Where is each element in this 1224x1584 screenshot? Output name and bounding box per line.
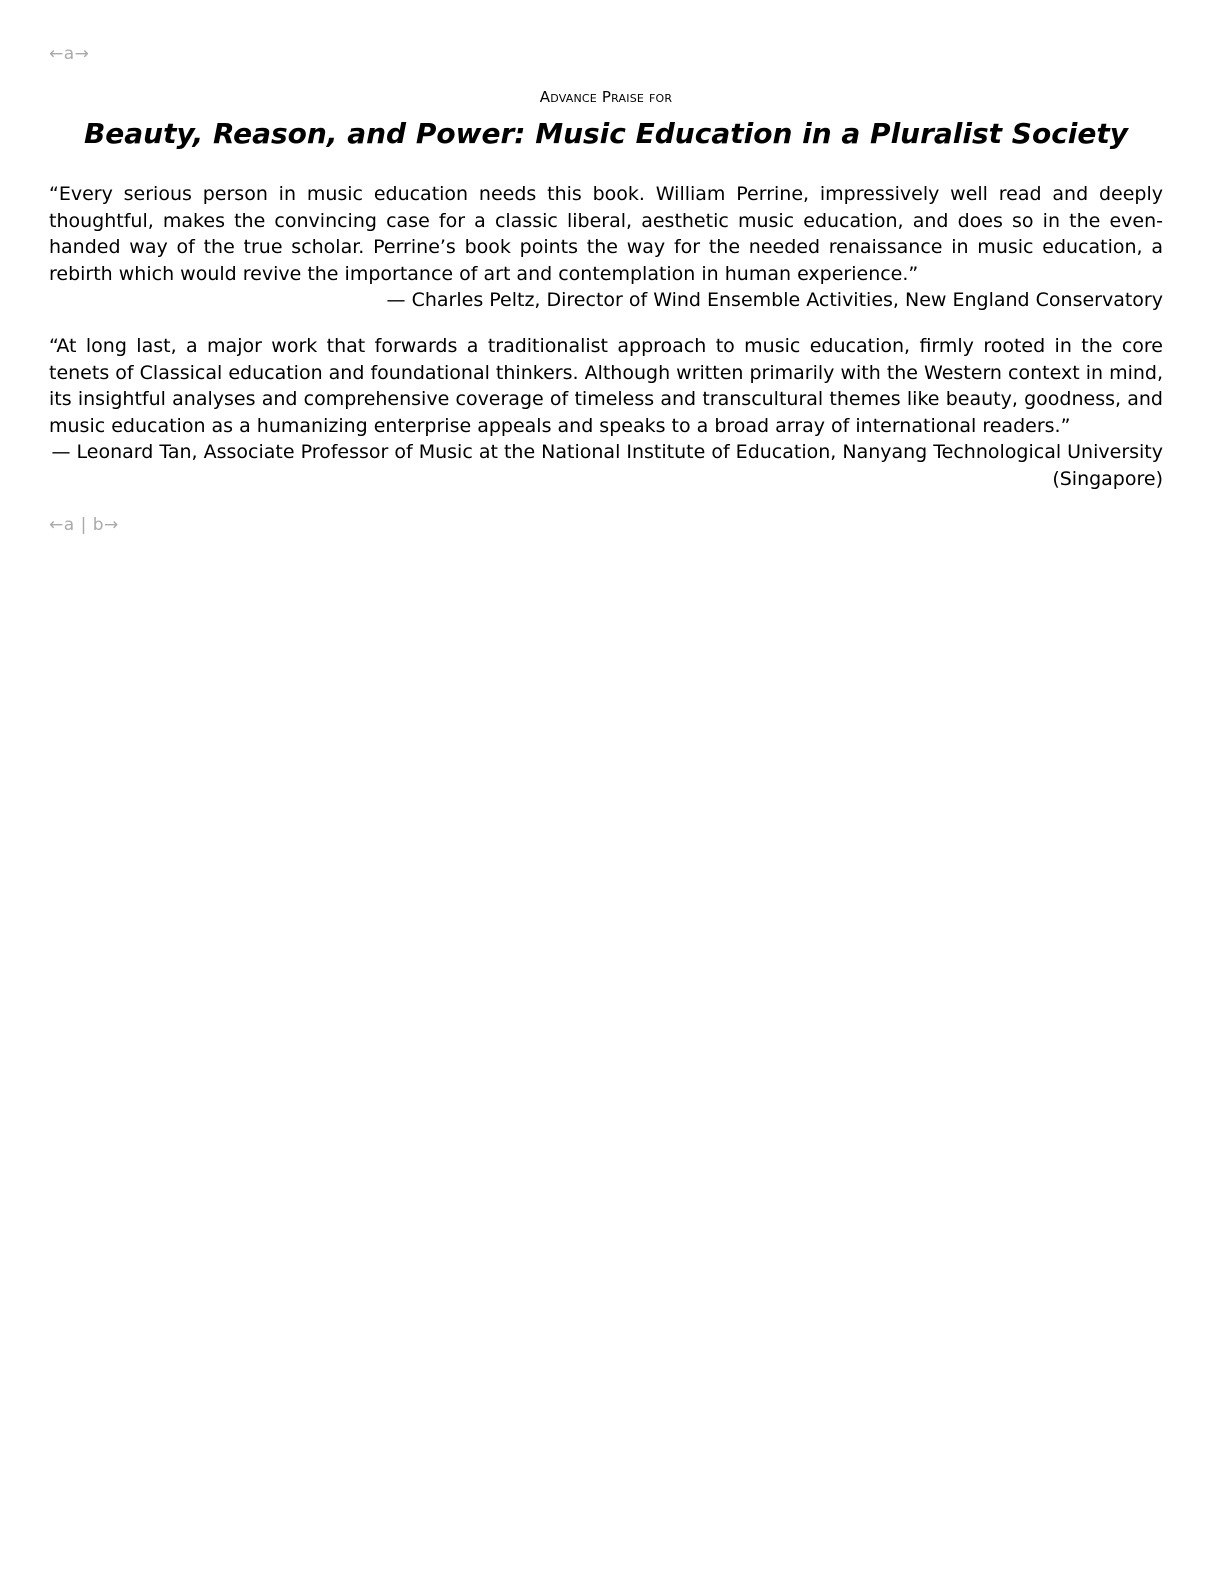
praise-quote-1: “Every serious person in music education needs this book. William Perrine, impressively well read and deeply thoughtful, makes the convincing case for a classic liberal, aesthetic music education, and does so in the even- handed way of the true scholar. Perrine’s book points the way for the needed renaissance in music education, a rebirth which would revive the importance of art and contemplation in human experience.” (49, 183, 1163, 285)
book-title: Beauty, Reason, and Power: Music Education in a Pluralist Society (83, 117, 1129, 150)
top-page-marker: ←a→ (49, 44, 90, 64)
praise-attribution-1: — Charles Peltz, Director of Wind Ensemble Activities, New England Conservatory (386, 289, 1163, 311)
praise-attribution-2: — Leonard Tan, Associate Professor of Music at the National Institute of Education, Nanyang Technological University (Singapore) (51, 441, 1163, 490)
bottom-page-marker: ←a | b→ (49, 515, 119, 535)
praise-quote-2: “At long last, a major work that forwards a traditionalist approach to music education, firmly rooted in the core tenets of Classical education and foundational thinkers. Although written primarily with the Western context in mind, its insightful analyses and comprehensive coverage of timeless and transcultural themes like beauty, goodness, and music education as a humanizing enterprise appeals and speaks to a broad array of international readers.” (49, 335, 1163, 437)
advance-praise-heading: Advance Praise for (539, 88, 673, 106)
